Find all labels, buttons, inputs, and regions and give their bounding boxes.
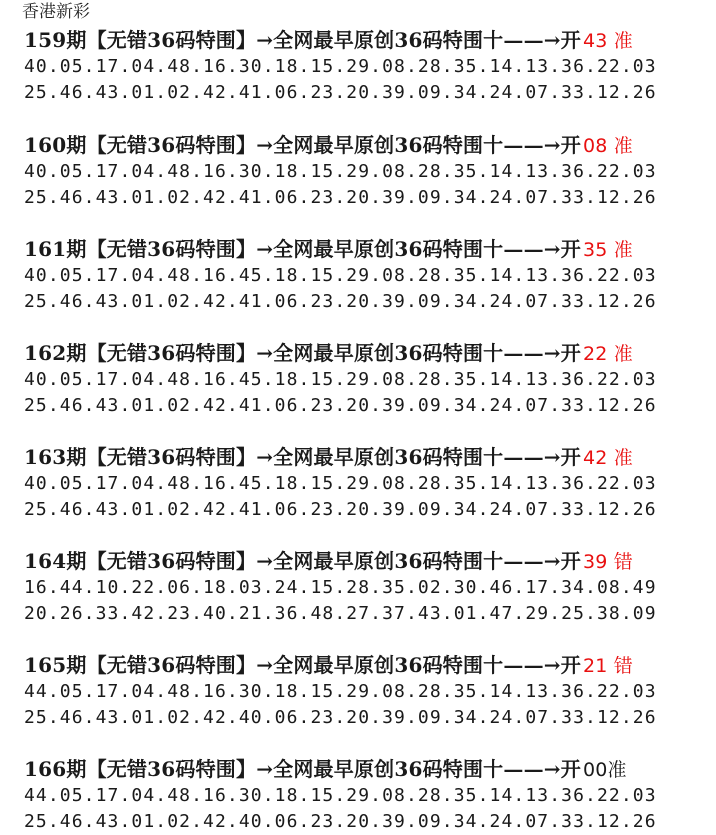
number-row-1: 40.05.17.04.48.16.30.18.15.29.08.28.35.14.13.36.22.03 — [24, 56, 657, 77]
period-title: 【无错36码特围】→全网最早原创36码特围十——→开 — [86, 341, 581, 365]
period-block — [24, 547, 704, 627]
period-number: 162期 — [24, 341, 87, 365]
period-number: 165期 — [24, 653, 87, 677]
period-block — [24, 651, 704, 731]
period-headline — [24, 26, 704, 54]
number-row-2: 20.26.33.42.23.40.21.36.48.27.37.43.01.47.29.25.38.09 — [24, 603, 657, 624]
number-row-1: 44.05.17.04.48.16.30.18.15.29.08.28.35.14.13.36.22.03 — [24, 681, 657, 702]
period-result: 08 准 — [582, 135, 633, 157]
number-row-2: 25.46.43.01.02.42.40.06.23.20.39.09.34.24.07.33.12.26 — [24, 811, 657, 832]
number-row-1: 40.05.17.04.48.16.45.18.15.29.08.28.35.14.13.36.22.03 — [24, 265, 657, 286]
number-row-2: 25.46.43.01.02.42.41.06.23.20.39.09.34.24.07.33.12.26 — [24, 82, 657, 103]
period-result: 22 准 — [582, 343, 633, 365]
period-number: 166期 — [24, 757, 87, 781]
period-headline — [24, 755, 704, 783]
period-block — [24, 131, 704, 211]
period-block — [24, 755, 704, 835]
period-title: 【无错36码特围】→全网最早原创36码特围十——→开 — [86, 549, 581, 573]
period-result: 42 准 — [582, 447, 633, 469]
number-row-2: 25.46.43.01.02.42.41.06.23.20.39.09.34.24.07.33.12.26 — [24, 395, 657, 416]
period-headline — [24, 443, 704, 471]
period-result: 00准 — [582, 759, 627, 781]
period-title: 【无错36码特围】→全网最早原创36码特围十——→开 — [86, 133, 581, 157]
period-result: 21 错 — [582, 655, 633, 677]
period-number: 159期 — [24, 28, 87, 52]
period-number: 161期 — [24, 237, 87, 261]
number-row-2: 25.46.43.01.02.42.41.06.23.20.39.09.34.24.07.33.12.26 — [24, 187, 657, 208]
period-block — [24, 443, 704, 523]
number-row-1: 44.05.17.04.48.16.30.18.15.29.08.28.35.14.13.36.22.03 — [24, 785, 657, 806]
period-headline — [24, 547, 704, 575]
period-title: 【无错36码特围】→全网最早原创36码特围十——→开 — [86, 445, 581, 469]
site-title: 香港新彩 — [22, 2, 90, 22]
number-row-2: 25.46.43.01.02.42.41.06.23.20.39.09.34.24.07.33.12.26 — [24, 499, 657, 520]
period-headline — [24, 131, 704, 159]
period-title: 【无错36码特围】→全网最早原创36码特围十——→开 — [86, 757, 581, 781]
period-headline — [24, 651, 704, 679]
period-block — [24, 235, 704, 315]
period-title: 【无错36码特围】→全网最早原创36码特围十——→开 — [86, 653, 581, 677]
number-row-2: 25.46.43.01.02.42.41.06.23.20.39.09.34.24.07.33.12.26 — [24, 291, 657, 312]
period-result: 43 准 — [582, 30, 633, 52]
period-number: 160期 — [24, 133, 87, 157]
period-block — [24, 26, 704, 106]
period-headline — [24, 235, 704, 263]
number-row-1: 40.05.17.04.48.16.45.18.15.29.08.28.35.14.13.36.22.03 — [24, 369, 657, 390]
period-result: 39 错 — [582, 551, 633, 573]
number-row-1: 40.05.17.04.48.16.45.18.15.29.08.28.35.14.13.36.22.03 — [24, 473, 657, 494]
number-row-1: 16.44.10.22.06.18.03.24.15.28.35.02.30.46.17.34.08.49 — [24, 577, 657, 598]
number-row-2: 25.46.43.01.02.42.40.06.23.20.39.09.34.24.07.33.12.26 — [24, 707, 657, 728]
period-number: 163期 — [24, 445, 87, 469]
period-headline — [24, 339, 704, 367]
period-result: 35 准 — [582, 239, 633, 261]
number-row-1: 40.05.17.04.48.16.30.18.15.29.08.28.35.14.13.36.22.03 — [24, 161, 657, 182]
period-number: 164期 — [24, 549, 87, 573]
period-title: 【无错36码特围】→全网最早原创36码特围十——→开 — [86, 28, 581, 52]
period-block — [24, 339, 704, 419]
period-title: 【无错36码特围】→全网最早原创36码特围十——→开 — [86, 237, 581, 261]
